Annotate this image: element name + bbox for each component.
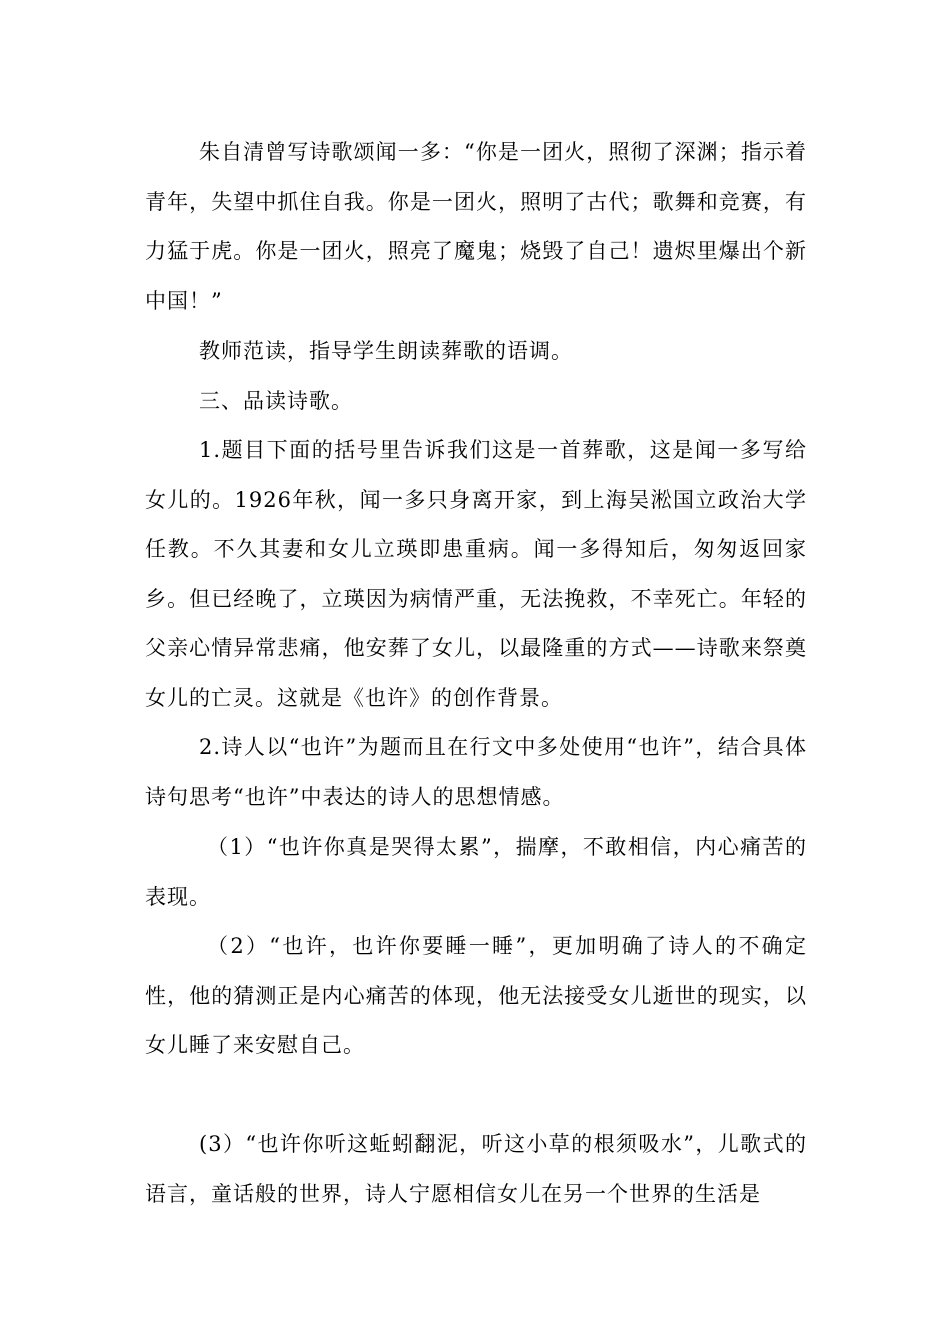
paragraph-zhu-ziqing-poem: 朱自清曾写诗歌颂闻一多：“你是一团火，照彻了深渊；指示着青年，失望中抓住自我。你是一团火，照明了古代；歌舞和竞赛，有力猛于虎。你是一团火，照亮了魔鬼；烧毁了自己！遗烬里爆出个新中国！” — [145, 140, 807, 313]
paragraph-sub-item-1: （1）“也许你真是哭得太累”，揣摩，不敢相信，内心痛苦的表现。 — [145, 835, 807, 909]
paragraph-point-1-background: 1.题目下面的括号里告诉我们这是一首葬歌，这是闻一多写给女儿的。1926年秋，闻一多只身离开家，到上海吴淞国立政治大学任教。不久其妻和女儿立瑛即患重病。闻一多得知后，匆匆返回家乡。但已经晚了，立瑛因为病情严重，无法挽救，不幸死亡。年轻的父亲心情异常悲痛，他安葬了女儿，以最隆重的方式——诗歌来祭奠女儿的亡灵。这就是《也许》的创作背景。 — [145, 438, 807, 710]
paragraph-point-2-question: 2.诗人以“也许”为题而且在行文中多处使用“也许”，结合具体诗句思考“也许”中表达的诗人的思想情感。 — [145, 735, 807, 809]
paragraph-teacher-reading: 教师范读，指导学生朗读葬歌的语调。 — [199, 339, 573, 363]
section-heading-three: 三、品读诗歌。 — [199, 389, 353, 413]
paragraph-sub-item-2: （2）“也许，也许你要睡一睡”，更加明确了诗人的不确定性，他的猜测正是内心痛苦的体现，他无法接受女儿逝世的现实，以女儿睡了来安慰自己。 — [145, 934, 807, 1057]
paragraph-sub-item-3: (3）“也许你听这蚯蚓翻泥，听这小草的根须吸水”，儿歌式的语言，童话般的世界，诗人宁愿相信女儿在另一个世界的生活是 — [145, 1132, 807, 1206]
